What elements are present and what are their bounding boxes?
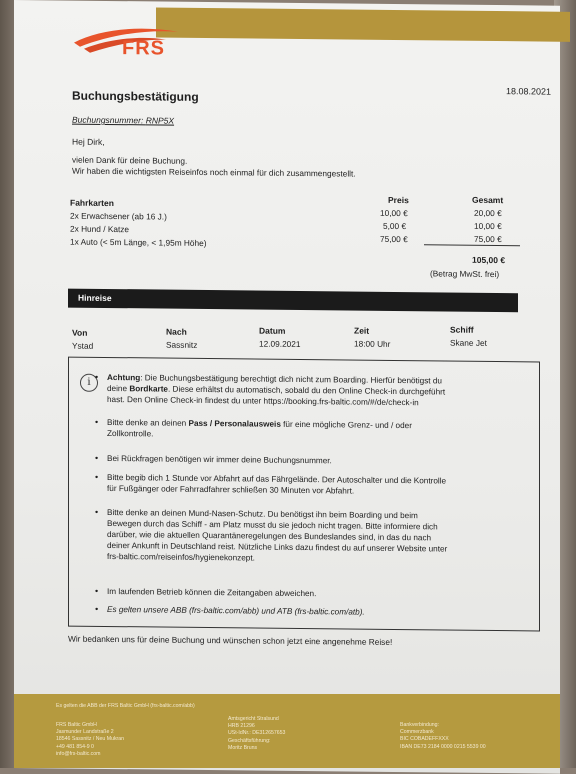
footer-note: Es gelten die ABB der FRS Baltic GmbH (frs-baltic.com/abb) (56, 703, 195, 709)
thanks-text: Wir bedanken uns für deine Buchung und wünschen schon jetzt eine angenehme Reise! (68, 633, 393, 647)
ticket-sum: 105,00 € (472, 254, 506, 266)
ticket-price: 75,00 € (380, 233, 408, 245)
ticket-total: 20,00 € (474, 207, 502, 219)
document-date: 18.08.2021 (506, 86, 552, 97)
ticket-total: 75,00 € (474, 233, 502, 245)
price-header: Preis (388, 194, 409, 206)
ticket-item: 1x Auto (< 5m Länge, < 1,95m Höhe) (70, 236, 207, 249)
footer-register: Amtsgericht Stralsund HRB 21296 USt-IdNr.: DE312657653 Geschäftsführung: Moritz Bruns (228, 716, 286, 751)
logo-text: FRS (122, 37, 165, 60)
info-item-terms: • Es gelten unsere ABB (frs-baltic.com/abb) und ATB (frs-baltic.com/atb). (107, 604, 519, 619)
info-item-mask: • Bitte denke an deinen Mund-Nasen-Schutz. Du benötigst ihn beim Boarding und beim Bewegen durch das Schiff - am Platz musst du sie jedoch nicht tragen. Bitte informiere dich darüber, wie die aktuellen Quarantäneregelungen des Bundeslandes sind, in das du nach deiner Ankunft in Deutschland reist. Nützliche Links dazu findest du auf unserer Website unter frs-baltic.com/reiseinfos/hygienekonzept. (107, 507, 519, 566)
greeting: Hej Dirk, (72, 136, 105, 147)
document-title: Buchungsbestätigung (72, 88, 199, 104)
header-bar (156, 7, 570, 41)
trip-to: Sassnitz (166, 339, 198, 350)
trip-time: 18:00 Uhr (354, 338, 391, 349)
trip-from: Ystad (72, 340, 94, 351)
ticket-item: 2x Hund / Katze (70, 223, 130, 235)
col-header-time: Zeit (354, 325, 370, 336)
section-bar-hinreise: Hinreise (68, 289, 518, 313)
info-item-times: • Im laufenden Betrieb können die Zeitangaben abweichen. (107, 586, 519, 601)
col-header-to: Nach (166, 326, 187, 337)
info-item-boarding: • Achtung: Die Buchungsbestätigung berechtigt dich nicht zum Boarding. Hierfür benötigst du deine Bordkarte. Diese erhältst du automatisch, sobald du den Online Check-in durchgeführt hast. Den Online Check-in findest du unter https://booking.frs-baltic.com/#/de/check-in (107, 372, 519, 409)
total-header: Gesamt (472, 194, 504, 206)
info-box (68, 357, 540, 632)
ticket-price: 10,00 € (380, 207, 408, 219)
info-icon: i (80, 374, 98, 392)
document-page (14, 0, 560, 774)
booking-number: Buchungsnummer: RNP5X (72, 114, 175, 126)
vat-note: (Betrag MwSt. frei) (430, 268, 500, 280)
col-header-date: Datum (259, 325, 286, 336)
footer-company: FRS Baltic GmbH Jasmunder Landstraße 2 18546 Sassnitz / Neu Mukran +49 481 854-9 0 info@frs-baltic.com (56, 722, 125, 757)
trip-date: 12.09.2021 (259, 338, 301, 350)
sum-divider (424, 244, 520, 246)
footer-bank: Bankverbindung: Commerzbank BIC COBADEFFXXX IBAN DE73 2184 0000 0215 5539 00 (400, 722, 486, 750)
info-item-passport: • Bitte denke an deinen Pass / Personalausweis für eine mögliche Grenz- und / oder Zollkontrolle. (107, 417, 519, 443)
intro-text: vielen Dank für deine Buchung. Wir haben die wichtigsten Reiseinfos noch einmal für dich zusammengestellt. (72, 154, 356, 179)
ticket-total: 10,00 € (474, 220, 502, 232)
footer (14, 694, 560, 768)
info-item-arrival: • Bitte begib dich 1 Stunde vor Abfahrt auf das Fährgelände. Der Autoschalter und die Kontrolle für Fußgänger oder Fahrradfahrer schließen 30 Minuten vor Abfahrt. (107, 472, 519, 498)
ticket-price: 5,00 € (383, 220, 407, 232)
tickets-heading: Fahrkarten (70, 197, 114, 209)
ticket-item: 2x Erwachsener (ab 16 J.) (70, 210, 167, 222)
trip-ship: Skane Jet (450, 337, 487, 348)
info-item-booking-number: • Bei Rückfragen benötigen wir immer deine Buchungsnummer. (107, 453, 519, 468)
col-header-ship: Schiff (450, 324, 474, 335)
col-header-from: Von (72, 327, 88, 338)
